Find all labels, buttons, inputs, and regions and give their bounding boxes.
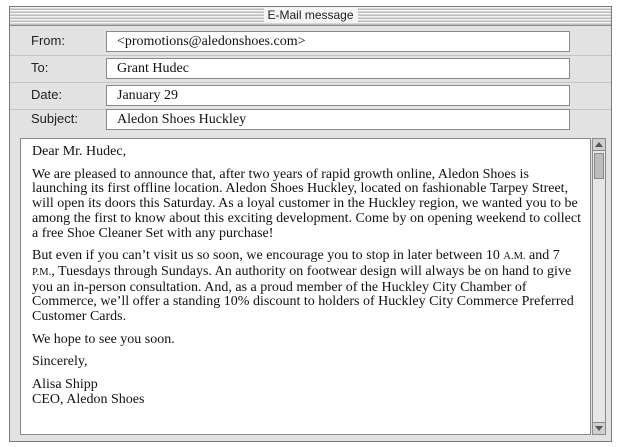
to-field[interactable]: Grant Hudec xyxy=(106,58,570,79)
from-label: From: xyxy=(31,33,65,48)
signature-title: CEO, Aledon Shoes xyxy=(32,391,145,407)
date-field[interactable]: January 29 xyxy=(106,85,570,106)
scroll-down-arrow-icon[interactable] xyxy=(593,422,605,434)
body-paragraph-1: We are pleased to announce that, after two years of rapid growth online, Aledon Shoes is launching its first offline location. Aledon Shoes Huckley, located on fashionable Tarpey Street, will open its doors this Saturday. As a loyal customer in the Huckley region, we wanted you to be among the first to know about this exciting development. Come by on opening weekend to collect a free Shoe Cleaner Set with any purchase! xyxy=(32,166,581,241)
am-label: A.M. xyxy=(503,251,526,263)
scroll-up-arrow-icon[interactable] xyxy=(593,139,605,151)
date-row xyxy=(10,83,611,109)
to-row xyxy=(10,56,611,82)
subject-field[interactable]: Aledon Shoes Huckley xyxy=(106,109,570,130)
signature-name: Alisa Shipp xyxy=(32,377,98,393)
date-label: Date: xyxy=(31,87,63,102)
para2-rest: , Tuesdays through Sundays. An authority on footwear design will always be on hand to give you an in-person consultation. And, as a proud member of the Huckley City Chamber of Commerce, we’ll offer a standing 10% discount to holders of Huckley City Commerce Preferred Customer Cards. xyxy=(32,263,574,325)
pm-label: P.M. xyxy=(32,266,52,278)
from-field[interactable]: <promotions@aledonshoes.com> xyxy=(106,31,570,52)
message-body xyxy=(32,145,584,408)
para2-and: and 7 xyxy=(529,248,560,264)
scroll-thumb[interactable] xyxy=(594,153,604,179)
title-bar[interactable] xyxy=(10,7,611,26)
vertical-scrollbar[interactable] xyxy=(592,138,606,435)
greeting: Dear Mr. Hudec, xyxy=(32,144,127,159)
window-title: E-Mail message xyxy=(263,8,357,23)
body-paragraph-2 xyxy=(32,249,584,325)
para2-start: But even if you can’t visit us so soon, we encourage you to stop in later between 10 xyxy=(32,248,500,264)
subject-row xyxy=(10,107,611,133)
to-label: To: xyxy=(31,60,49,75)
subject-label: Subject: xyxy=(31,111,78,126)
closing: Sincerely, xyxy=(32,354,88,370)
email-window xyxy=(9,6,612,442)
from-row xyxy=(10,29,611,55)
body-paragraph-3: We hope to see you soon. xyxy=(32,331,175,347)
